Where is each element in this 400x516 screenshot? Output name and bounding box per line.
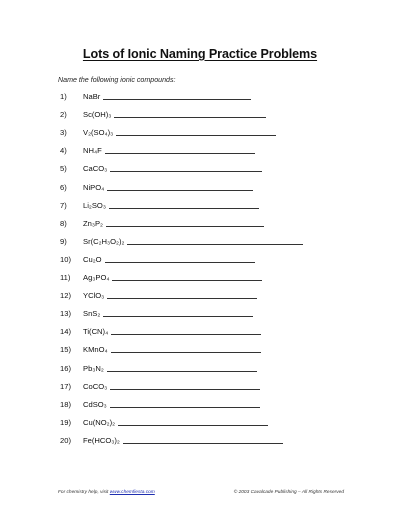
problem-number: 10): [60, 254, 71, 264]
problem-item: [0, 110, 400, 120]
problem-number: 12): [60, 291, 71, 301]
problem-item: [0, 273, 400, 283]
problem-formula: NiPO₄: [83, 182, 105, 192]
problem-number: 15): [60, 345, 71, 355]
problem-formula: CdSO₃: [83, 399, 107, 409]
answer-blank[interactable]: [118, 425, 268, 426]
problem-formula: YClO₃: [83, 291, 105, 301]
problem-number: 1): [60, 92, 67, 101]
problem-formula-line: [83, 327, 261, 337]
problem-formula: Fe(HCO₃)₂: [83, 435, 120, 445]
problem-number: 9): [60, 236, 67, 246]
problem-formula-line: [83, 400, 260, 410]
problem-formula-line: [83, 237, 303, 247]
problem-item: [0, 128, 400, 138]
problem-number: 6): [60, 182, 67, 192]
footer-help-prefix: For chemistry help, visit: [58, 490, 110, 495]
problem-number: 17): [60, 381, 71, 391]
footer-copyright: © 2003 Cavalcade Publishing – All Rights Reserved: [233, 490, 344, 495]
footer-help-text: [58, 490, 155, 495]
problem-formula: Pb₃N₂: [83, 363, 104, 373]
problem-formula: KMnO₄: [83, 345, 108, 355]
answer-blank[interactable]: [111, 352, 261, 353]
answer-blank[interactable]: [110, 407, 260, 408]
problem-number: 16): [60, 363, 71, 373]
problem-formula-line: [83, 418, 268, 428]
problem-item: [0, 382, 400, 392]
problem-item: [0, 327, 400, 337]
problem-formula-line: [83, 164, 262, 174]
answer-blank[interactable]: [111, 334, 261, 335]
problem-formula-line: [83, 382, 260, 392]
problem-item: [0, 92, 400, 102]
problem-item: [0, 219, 400, 229]
problem-formula: CaCO₃: [83, 164, 108, 174]
answer-blank[interactable]: [116, 135, 276, 136]
footer-link[interactable]: www.chemfiesta.com: [109, 490, 155, 495]
problem-number: 4): [60, 146, 67, 156]
answer-blank[interactable]: [112, 280, 262, 281]
problem-formula: NaBr: [83, 92, 101, 101]
answer-blank[interactable]: [110, 171, 262, 172]
problem-formula-line: [83, 110, 266, 120]
problem-formula: NH₄F: [83, 146, 102, 156]
problem-formula: Sr(C₂H₃O₂)₂: [83, 236, 125, 246]
problem-formula: Ti(CN)₄: [83, 327, 109, 337]
problem-item: [0, 237, 400, 247]
answer-blank[interactable]: [114, 117, 266, 118]
problem-formula-line: [83, 219, 264, 229]
problem-item: [0, 255, 400, 265]
problem-formula-line: [83, 255, 255, 265]
problem-formula: CoCO₃: [83, 381, 108, 391]
problem-item: [0, 309, 400, 319]
answer-blank[interactable]: [123, 443, 283, 444]
problem-formula-line: [83, 146, 255, 156]
problem-item: [0, 364, 400, 374]
problem-formula-line: [83, 436, 283, 446]
instructions-text: Name the following ionic compounds:: [58, 76, 176, 84]
problem-number: 18): [60, 399, 71, 409]
problem-number: 2): [60, 110, 67, 120]
answer-blank[interactable]: [105, 262, 255, 263]
problem-formula: Cu(NO₂)₂: [83, 417, 116, 427]
problem-number: 20): [60, 435, 71, 445]
problem-number: 3): [60, 128, 67, 138]
problem-item: [0, 436, 400, 446]
problem-item: [0, 183, 400, 193]
problem-formula-line: [83, 345, 261, 355]
answer-blank[interactable]: [107, 298, 257, 299]
problem-item: [0, 146, 400, 156]
problem-number: 7): [60, 200, 67, 210]
answer-blank[interactable]: [127, 244, 303, 245]
problem-formula: SnS₂: [83, 309, 101, 319]
answer-blank[interactable]: [105, 153, 255, 154]
answer-blank[interactable]: [106, 226, 264, 227]
problem-formula-line: [83, 183, 253, 193]
problem-formula: V₂(SO₄)₃: [83, 128, 114, 138]
problem-item: [0, 418, 400, 428]
problem-formula-line: [83, 364, 257, 374]
problem-item: [0, 345, 400, 355]
problem-formula-line: [83, 92, 251, 102]
problem-number: 13): [60, 309, 71, 319]
answer-blank[interactable]: [110, 389, 260, 390]
problem-item: [0, 291, 400, 301]
problem-formula-line: [83, 291, 257, 301]
problem-number: 11): [60, 273, 71, 282]
problem-formula: Cu₂O: [83, 254, 102, 264]
problem-number: 14): [60, 327, 71, 337]
problem-formula-line: [83, 309, 253, 319]
problem-number: 5): [60, 164, 67, 174]
problem-formula: Sc(OH)₃: [83, 110, 112, 120]
problem-item: [0, 201, 400, 211]
problem-formula-line: [83, 128, 276, 138]
problem-number: 8): [60, 218, 67, 228]
problem-formula: Zn₃P₂: [83, 218, 103, 228]
problem-formula: Li₂SO₃: [83, 200, 106, 210]
worksheet-title: Lots of Ionic Naming Practice Problems: [82, 47, 318, 61]
answer-blank[interactable]: [109, 208, 259, 209]
answer-blank[interactable]: [107, 371, 257, 372]
problem-formula: Ag₃PO₄: [83, 273, 110, 282]
problem-formula-line: [83, 273, 262, 283]
answer-blank[interactable]: [103, 99, 251, 100]
problem-item: [0, 400, 400, 410]
problem-number: 19): [60, 417, 71, 427]
answer-blank[interactable]: [103, 316, 253, 317]
problem-item: [0, 164, 400, 174]
problem-formula-line: [83, 201, 259, 211]
answer-blank[interactable]: [107, 190, 253, 191]
